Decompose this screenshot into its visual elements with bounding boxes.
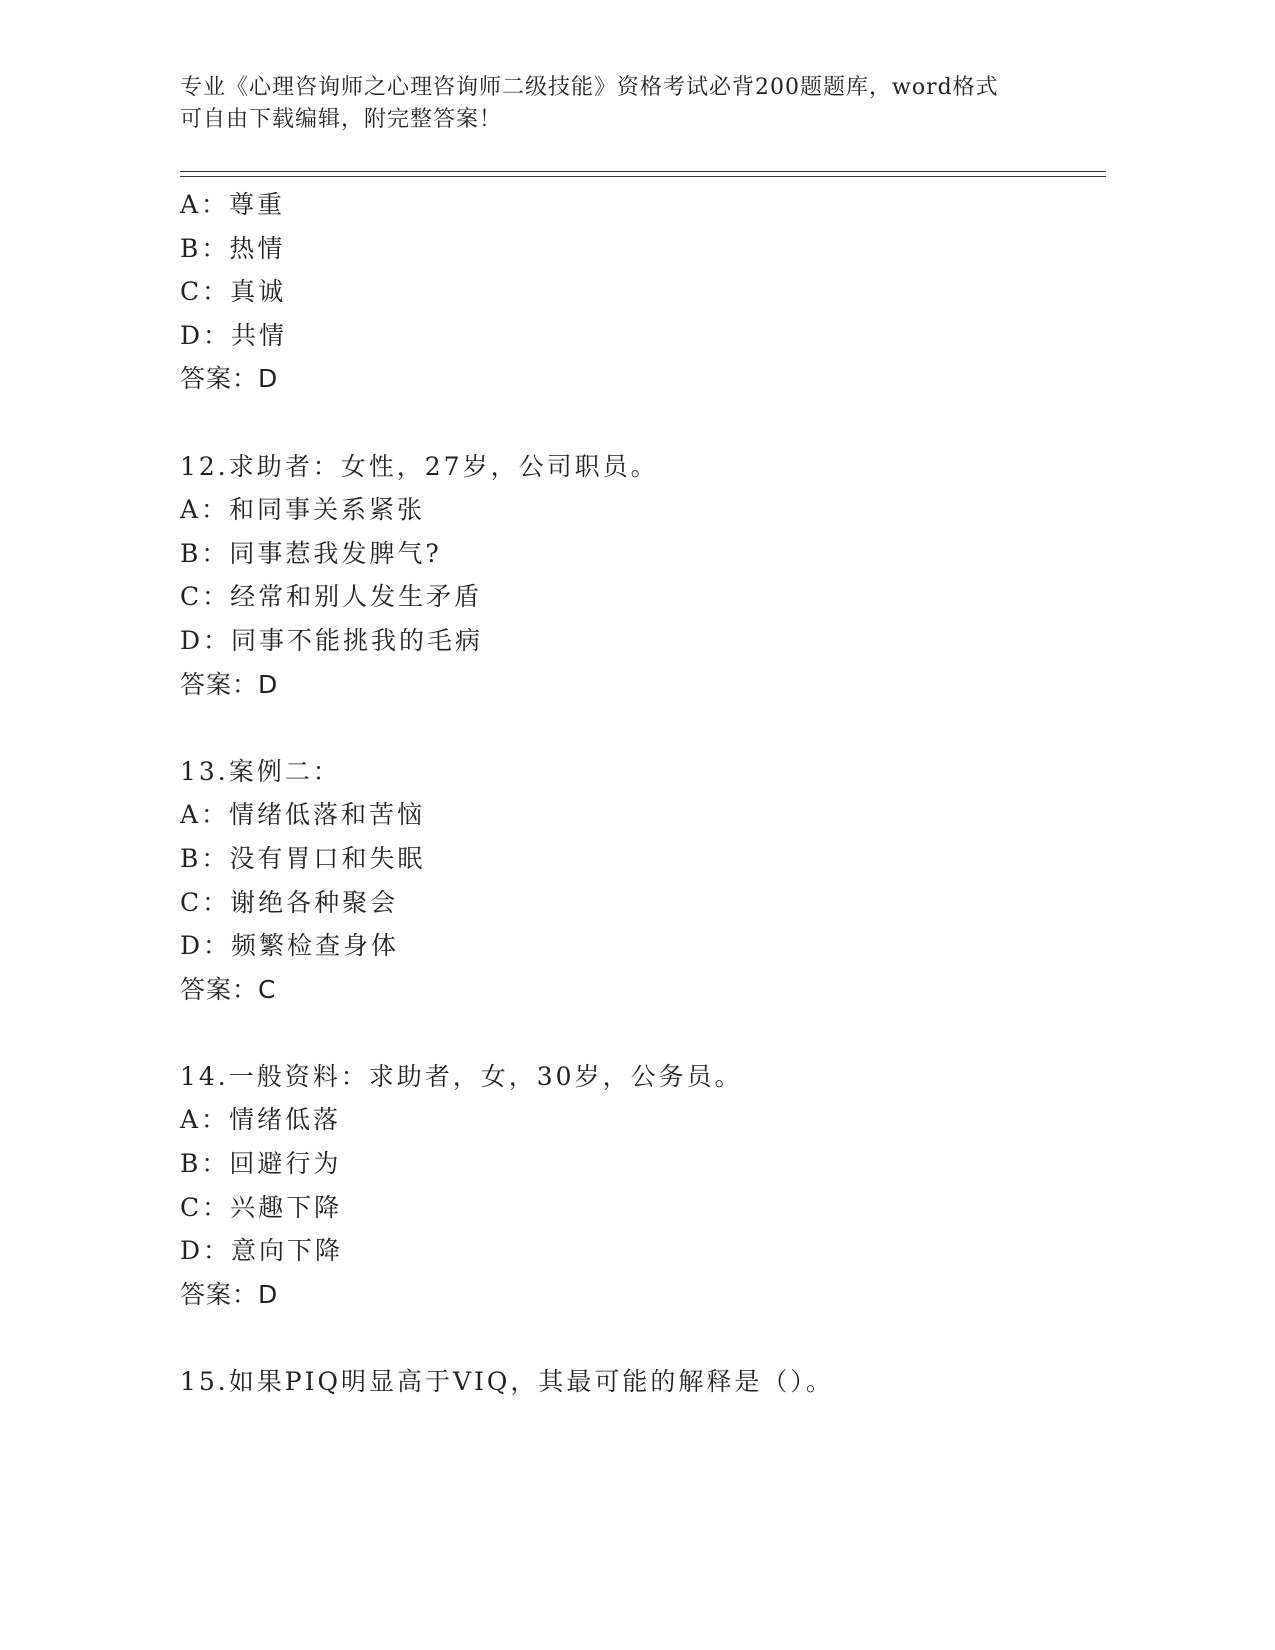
option-a: A：情绪低落和苦恼: [180, 800, 426, 830]
option-a: A：尊重: [180, 190, 286, 219]
question-12: [180, 445, 1100, 707]
question-14: [180, 1055, 1100, 1317]
option-d: D：频繁检查身体: [180, 931, 400, 961]
option-c: C：兴趣下降: [180, 1192, 343, 1222]
question-15: [180, 1360, 1100, 1404]
option-c: C：经常和别人发生矛盾: [180, 582, 483, 612]
question-list: [180, 183, 1100, 1404]
answer-line: 答案：D: [180, 1279, 279, 1309]
option-c: C：谢绝各种聚会: [180, 887, 399, 917]
header-divider-top: [180, 171, 1106, 172]
header-line-2: 可自由下载编辑，附完整答案！: [180, 107, 503, 132]
spacer: [180, 706, 1100, 750]
option-d: D：共情: [180, 320, 288, 350]
option-c: C：真诚: [180, 277, 287, 307]
option-d: D：同事不能挑我的毛病: [180, 625, 484, 655]
document-header: [180, 72, 1080, 136]
answer-line: 答案：C: [180, 974, 277, 1004]
question-stem: 14.一般资料：求助者，女，30岁，公务员。: [180, 1061, 743, 1091]
question-13: [180, 750, 1100, 1012]
answer-line: 答案：D: [180, 364, 279, 394]
option-b: B：没有胃口和失眠: [180, 843, 426, 873]
spacer: [180, 1011, 1100, 1055]
option-b: B：热情: [180, 233, 286, 263]
question-11: [180, 183, 1100, 401]
question-stem: 15.如果PIQ明显高于VIQ，其最可能的解释是（）。: [180, 1367, 834, 1397]
header-divider-bottom: [180, 176, 1106, 177]
spacer: [180, 401, 1100, 445]
question-stem: 12.求助者：女性，27岁，公司职员。: [180, 451, 659, 481]
question-stem: 13.案例二：: [180, 756, 341, 786]
answer-line: 答案：D: [180, 669, 279, 699]
option-b: B：同事惹我发脾气?: [180, 538, 442, 568]
option-a: A：情绪低落: [180, 1105, 342, 1135]
header-line-1: 专业《心理咨询师之心理咨询师二级技能》资格考试必背200题题库，word格式: [180, 75, 999, 100]
option-d: D：意向下降: [180, 1236, 344, 1266]
spacer: [180, 1316, 1100, 1360]
option-b: B：回避行为: [180, 1149, 342, 1179]
option-a: A：和同事关系紧张: [180, 495, 426, 525]
